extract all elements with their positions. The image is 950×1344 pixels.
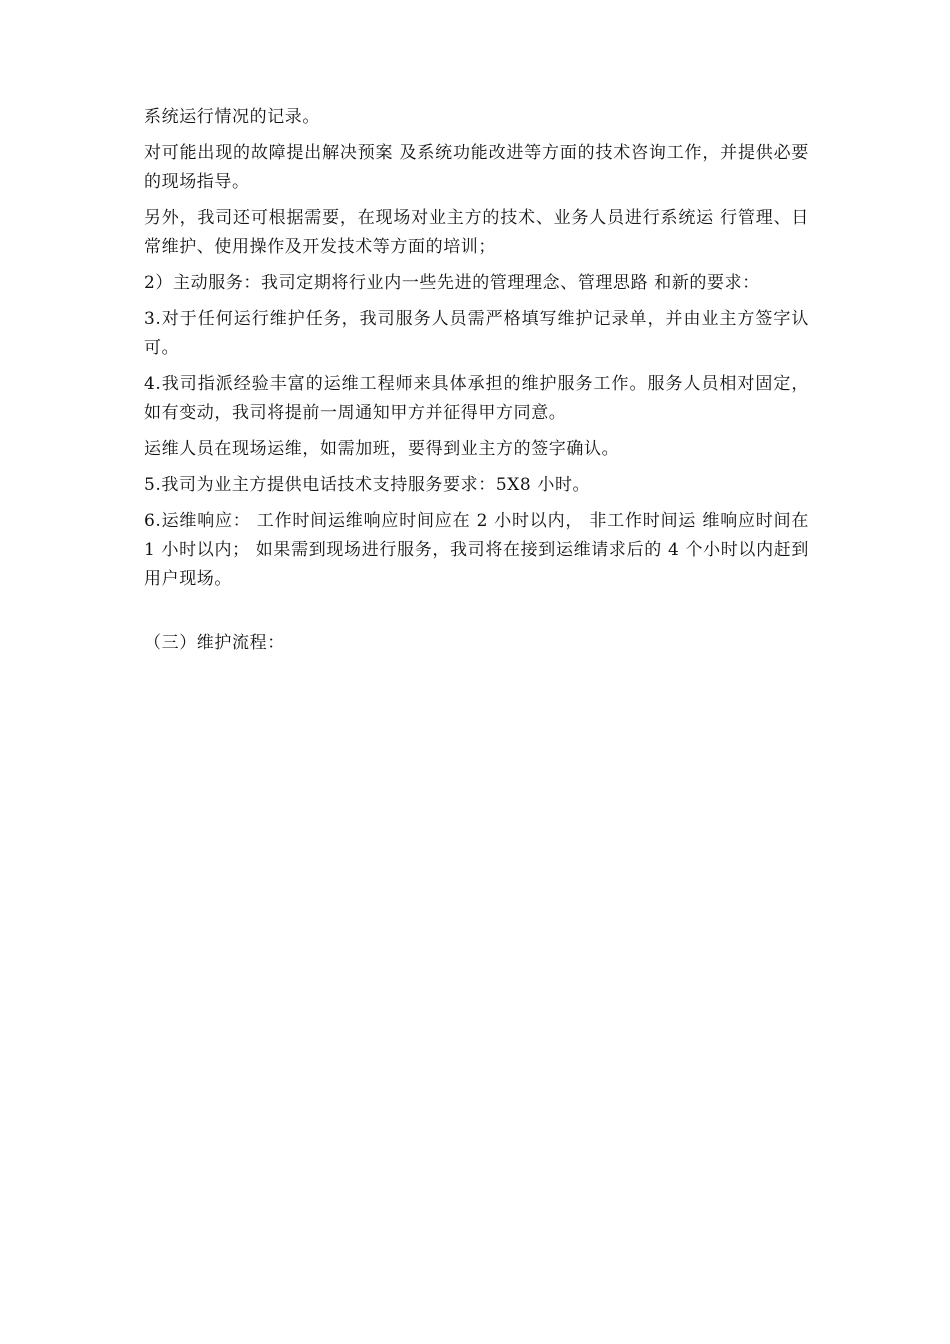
paragraph-training: 另外，我司还可根据需要，在现场对业主方的技术、业务人员进行系统运 行管理、日常维护、使用操作及开发技术等方面的培训；	[144, 208, 809, 257]
document-body	[144, 103, 816, 658]
paragraph-system-record: 系统运行情况的记录。	[144, 107, 320, 127]
paragraph-overtime: 运维人员在现场运维，如需加班，要得到业主方的签字确认。	[144, 439, 620, 459]
paragraph-engineer-assignment: 4.我司指派经验丰富的运维工程师来具体承担的维护服务工作。服务人员相对固定，如有变动，我司将提前一周通知甲方并征得甲方同意。	[144, 374, 809, 423]
paragraph-phone-support: 5.我司为业主方提供电话技术支持服务要求：5X8 小时。	[144, 475, 591, 495]
section-heading-maintenance-process: （三）维护流程：	[144, 633, 285, 653]
paragraph-response-time: 6.运维响应： 工作时间运维响应时间应在 2 小时以内， 非工作时间运 维响应时间在 1 小时以内； 如果需到现场进行服务，我司将在接到运维请求后的 4 个小时以内赶到用户现场。	[144, 511, 816, 589]
paragraph-fault-plan: 对可能出现的故障提出解决预案 及系统功能改进等方面的技术咨询工作，并提供必要的现场指导。	[144, 143, 809, 192]
paragraph-maintenance-record: 3.对于任何运行维护任务，我司服务人员需严格填写维护记录单，并由业主方签字认可。	[144, 309, 809, 358]
paragraph-active-service: 2）主动服务：我司定期将行业内一些先进的管理理念、管理思路 和新的要求：	[144, 273, 760, 293]
